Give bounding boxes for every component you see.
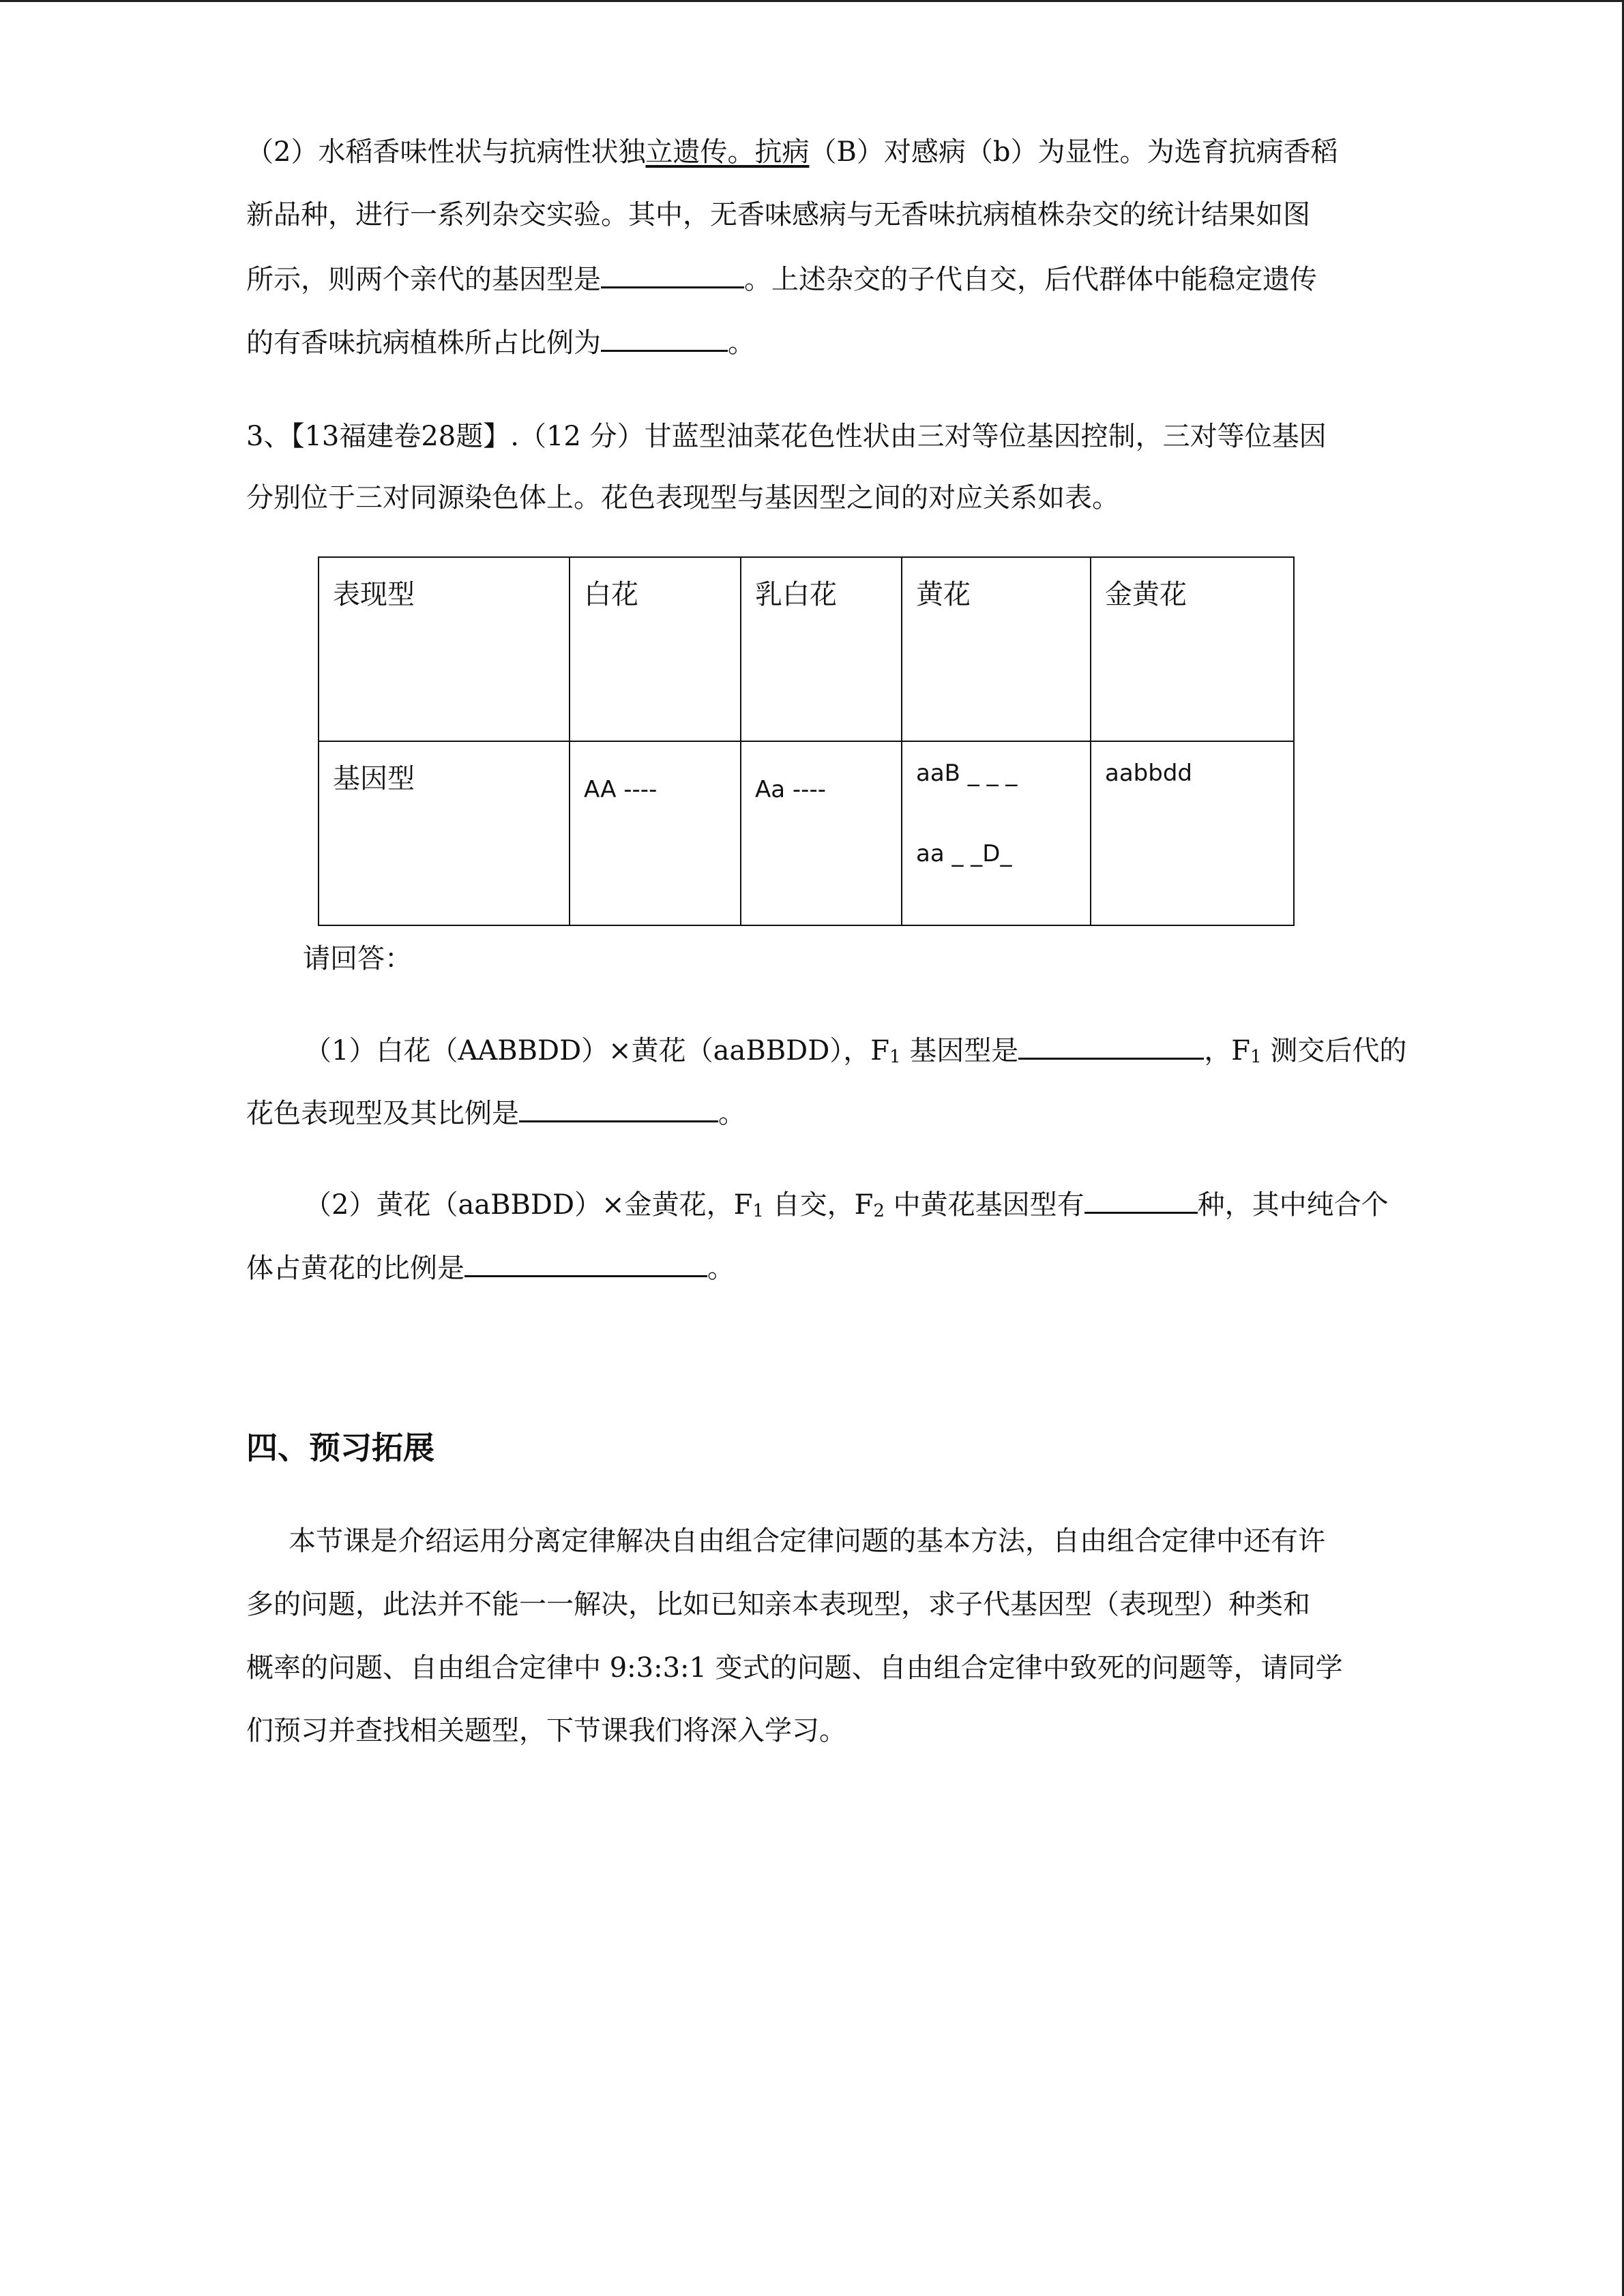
section-heading-preview: 四、预习拓展: [246, 1429, 434, 1466]
table-cell-yellow-genotype: [902, 741, 1091, 925]
q2-rice-line-1: [246, 133, 1338, 171]
table-cell-white: 白花: [570, 557, 741, 741]
subscript: 1: [1250, 1047, 1262, 1067]
table-row: [319, 557, 1294, 741]
q3-sub2-text-d: 种，其中纯合个: [1197, 1189, 1389, 1221]
answer-blank-parent-genotypes[interactable]: [601, 259, 744, 288]
q2-rice-text-b: （B）对感病（b）为显性。为选育抗病香稻: [809, 136, 1338, 168]
q2-rice-underlined-text: 立遗传。抗病: [645, 136, 810, 168]
table-cell-yellow: 黄花: [902, 557, 1091, 741]
q2-rice-line-4: [246, 323, 755, 362]
genotype-yellow-2: aa _ _D_: [916, 840, 1012, 867]
q2-rice-line-2: 新品种，进行一系列杂交实验。其中，无香味感病与无香味抗病植株杂交的统计结果如图: [246, 199, 1310, 230]
q3-sub2-text-a: （2）黄花（aaBBDD）×金黄花，F: [304, 1189, 753, 1221]
q3-sub2-line2-text-a: 体占黄花的比例是: [246, 1253, 464, 1284]
subscript: 1: [752, 1201, 764, 1221]
phenotype-genotype-table: [318, 556, 1295, 926]
table-cell-white-genotype: [570, 741, 741, 925]
q2-rice-line4-text-b: 。: [728, 327, 755, 359]
q2-rice-line4-text-a: 的有香味抗病植株所占比例为: [246, 327, 601, 359]
q3-sub2-line2-text-b: 。: [707, 1253, 735, 1284]
table-cell-genotype-header: 基因型: [319, 741, 570, 925]
section4-line-1: 本节课是介绍运用分离定律解决自由组合定律问题的基本方法，自由组合定律中还有许: [289, 1525, 1325, 1557]
q3-line-2: 分别位于三对同源染色体上。花色表现型与基因型之间的对应关系如表。: [246, 482, 1119, 513]
genotype-white: AA ----: [584, 776, 658, 803]
q2-rice-line3-text-b: 。上述杂交的子代自交，后代群体中能稳定遗传: [744, 264, 1317, 295]
q3-sub1-line-2: [246, 1093, 745, 1133]
q2-rice-line-3: [246, 259, 1317, 299]
section4-line-2: 多的问题，此法并不能一一解决，比如已知亲本表现型，求子代基因型（表现型）种类和: [246, 1589, 1310, 1620]
genotype-yellow-1: aaB _ _ _: [916, 760, 1018, 787]
section4-line-3: 概率的问题、自由组合定律中 9:3:3:1 变式的问题、自由组合定律中致死的问题等，请同学: [246, 1652, 1343, 1684]
q3-sub2-text-b: 自交，F: [763, 1189, 874, 1221]
q3-sub1-text-d: 测交后代的: [1261, 1035, 1407, 1067]
q2-rice-line3-text-a: 所示，则两个亲代的基因型是: [246, 264, 601, 295]
genotype-milky-white: Aa ----: [755, 776, 826, 803]
page-top-border: [0, 0, 1624, 2]
q3-sub1-line-1: [304, 1030, 1406, 1076]
answer-blank-testcross-ratio[interactable]: [519, 1093, 718, 1122]
q3-sub2-line-1: [304, 1184, 1389, 1230]
section4-line-4: 们预习并查找相关题型，下节课我们将深入学习。: [246, 1715, 846, 1746]
table-cell-milky-white: 乳白花: [741, 557, 902, 741]
q3-sub1-text-c: ，F: [1204, 1035, 1251, 1067]
q3-sub2-line-2: [246, 1248, 735, 1287]
genotype-golden-yellow: aabbdd: [1105, 760, 1192, 787]
answer-blank-homozygous-ratio[interactable]: [464, 1248, 707, 1277]
table-cell-milky-genotype: [741, 741, 902, 925]
table-row: [319, 741, 1294, 925]
subscript: 2: [873, 1201, 885, 1221]
q2-rice-text-a: （2）水稻香味性状与抗病性状独: [246, 136, 646, 168]
table-cell-phenotype-header: 表现型: [319, 557, 570, 741]
q3-sub1-line2-text-b: 。: [718, 1098, 745, 1129]
subscript: 1: [889, 1047, 901, 1067]
q3-sub1-text-b: 基因型是: [900, 1035, 1019, 1067]
q3-sub1-line2-text-a: 花色表现型及其比例是: [246, 1098, 519, 1129]
answer-blank-stable-ratio[interactable]: [601, 323, 728, 352]
table-cell-gold-genotype: [1091, 741, 1294, 925]
answer-prompt: 请回答：: [303, 943, 412, 974]
q3-sub1-text-a: （1）白花（AABBDD）×黄花（aaBBDD），F: [304, 1035, 890, 1067]
q3-sub2-text-c: 中黄花基因型有: [884, 1189, 1084, 1221]
answer-blank-f1-genotype[interactable]: [1018, 1030, 1204, 1060]
answer-blank-yellow-genotype-count[interactable]: [1084, 1184, 1198, 1214]
q3-line-1: 3、【13福建卷28题】.（12 分）甘蓝型油菜花色性状由三对等位基因控制，三对等位基因: [246, 421, 1327, 452]
table-cell-golden-yellow: 金黄花: [1091, 557, 1294, 741]
